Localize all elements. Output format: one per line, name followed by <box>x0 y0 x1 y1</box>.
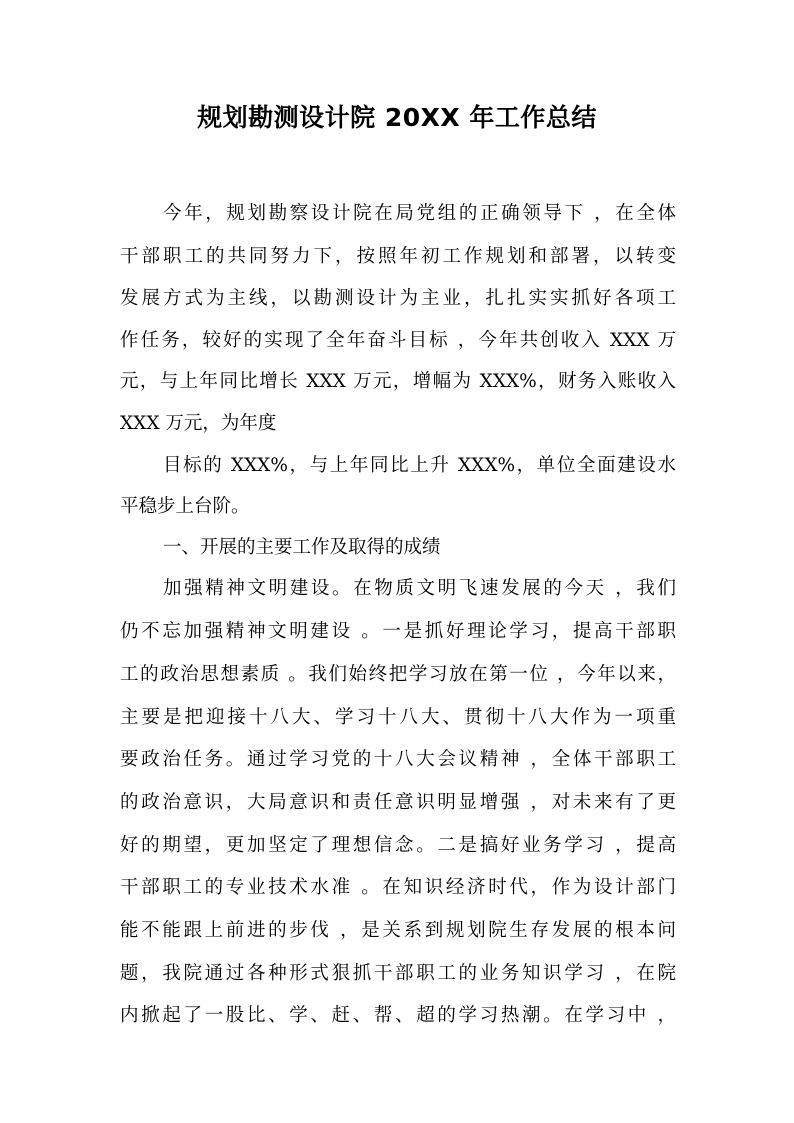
paragraph-line: 仍不忘加强精神文明建设 。一是抓好理论学习，提高干部职 <box>120 621 676 642</box>
paragraph-line: 发展方式为主线，以勘测设计为主业，扎扎实实抓好各项工 <box>120 288 676 309</box>
paragraph-line: 干部职工的专业技术水准 。在知识经济时代，作为设计部门 <box>120 877 676 898</box>
paragraph-line: 元，与上年同比增长 XXX 万元，增幅为 XXX%，财务入账收入 <box>120 371 676 392</box>
paragraph-line: 平稳步上台阶。 <box>120 496 250 517</box>
paragraph-line: 加强精神文明建设。在物质文明飞速发展的今天 ，我们 <box>163 578 676 599</box>
paragraph-line: 内掀起了一股比、学、赶、帮、超的学习热潮。在学习中 ， <box>120 1005 676 1026</box>
paragraph-line: 题，我院通过各种形式狠抓干部职工的业务知识学习 ，在院 <box>120 963 676 984</box>
paragraph-line: 的政治意识，大局意识和责任意识明显增强 ，对未来有了更 <box>120 792 676 813</box>
section-heading: 一、开展的主要工作及取得的成绩 <box>163 537 441 558</box>
paragraph-line: 今年，规划勘察设计院在局党组的正确领导下 ，在全体 <box>163 203 676 224</box>
paragraph-line: 好的期望，更加坚定了理想信念。二是搞好业务学习 ，提高 <box>120 835 676 856</box>
paragraph-line: 工的政治思想素质 。我们始终把学习放在第一位 ，今年以来， <box>120 664 676 685</box>
paragraph-line: 要政治任务。通过学习党的十八大会议精神 ，全体干部职工 <box>120 749 676 770</box>
document-title: 规划勘测设计院 20XX 年工作总结 <box>197 103 597 132</box>
paragraph-line: 能不能跟上前进的步伐 ，是关系到规划院生存发展的根本问 <box>120 920 676 941</box>
paragraph-line: XXX 万元，为年度 <box>120 413 277 434</box>
paragraph-line: 主要是把迎接十八大、学习十八大、贯彻十八大作为一项重 <box>120 707 676 728</box>
paragraph-line: 目标的 XXX%，与上年同比上升 XXX%，单位全面建设水 <box>163 455 676 476</box>
paragraph-line: 干部职工的共同努力下，按照年初工作规划和部署，以转变 <box>120 246 676 267</box>
paragraph-line: 作任务，较好的实现了全年奋斗目标 ，今年共创收入 XXX 万 <box>120 330 676 351</box>
